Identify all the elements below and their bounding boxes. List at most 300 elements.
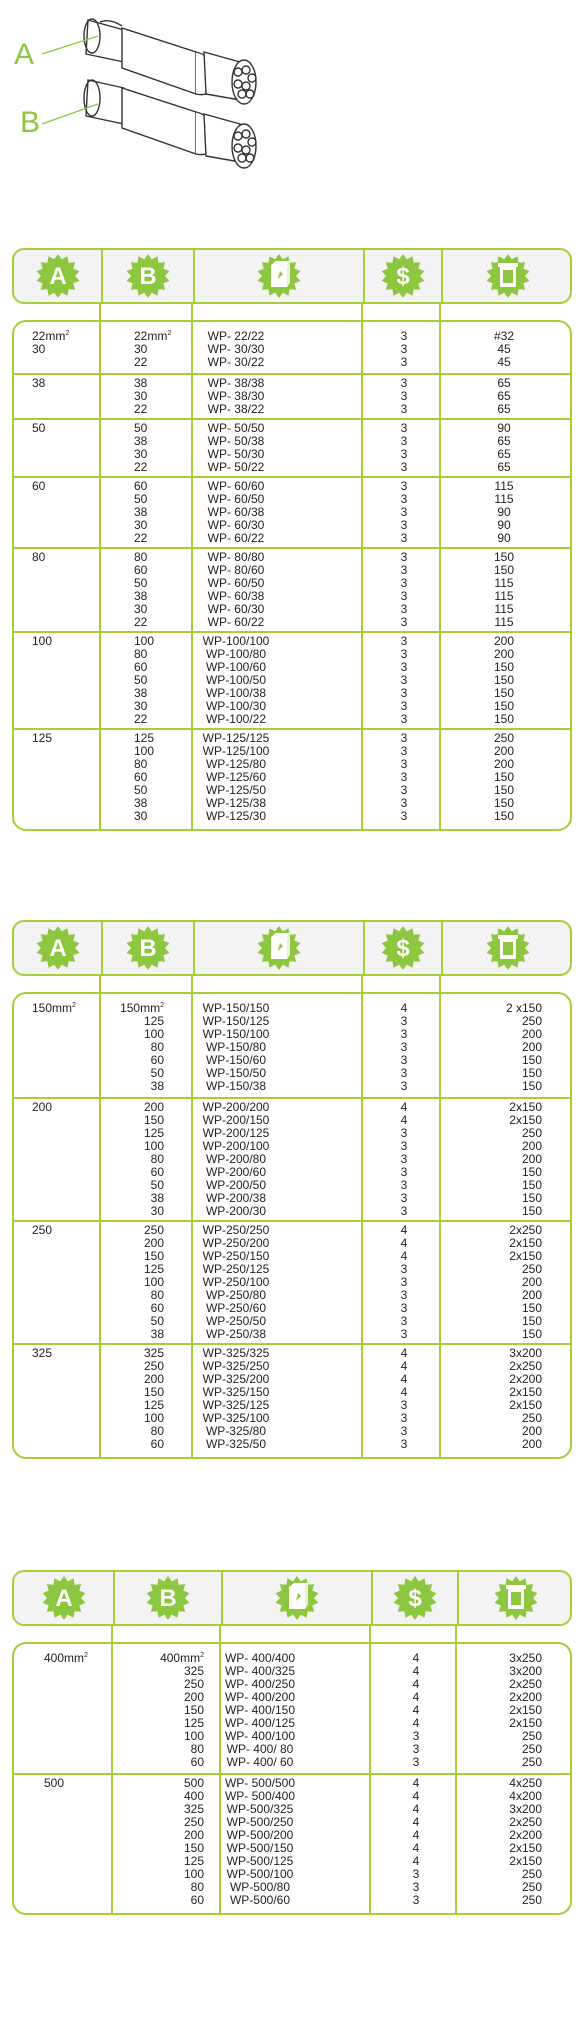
part-number-cell: WP-500/150 xyxy=(226,1841,294,1855)
price-cell: 150 xyxy=(521,1066,542,1080)
price-cell: 4x200 xyxy=(509,1789,542,1803)
table-row xyxy=(14,330,570,343)
column-divider xyxy=(361,322,363,829)
part-number-cell: WP-125/38 xyxy=(205,796,267,810)
part-number-cell: WP-325/50 xyxy=(205,1437,267,1451)
table-row xyxy=(14,551,570,564)
svg-text:A: A xyxy=(49,263,67,290)
size-b-cell: $150mm^2$ xyxy=(120,1001,164,1015)
size-b-cell: $400mm^2$ xyxy=(160,1651,204,1665)
part-number-cell: WP-150/60 xyxy=(205,1053,267,1067)
box-badge-icon xyxy=(485,925,531,971)
quantity-cell: 3 xyxy=(400,421,408,435)
price-cell: 200 xyxy=(493,647,515,661)
table-row xyxy=(14,1250,570,1263)
size-b-cell: 125 xyxy=(143,1014,164,1028)
table-row xyxy=(14,1438,570,1451)
part-number-cell: WP- 80/80 xyxy=(207,550,265,564)
catalog-box-icon-icon xyxy=(256,925,302,971)
quantity-cell: 3 xyxy=(400,434,408,448)
size-b-cell: 200 xyxy=(183,1828,204,1842)
part-number-cell: WP-325/125 xyxy=(202,1398,270,1412)
size-a-cell: 60 xyxy=(32,479,46,493)
quantity-cell: 3 xyxy=(400,1301,408,1315)
table-row xyxy=(14,343,570,356)
price-cell: 150 xyxy=(493,550,515,564)
price-cell: 115 xyxy=(494,576,514,590)
size-b-cell: 150 xyxy=(183,1841,204,1855)
size-b-cell: 38 xyxy=(134,376,148,390)
price-cell: 65 xyxy=(497,389,511,403)
row-group xyxy=(14,373,570,420)
size-a-cell: 50 xyxy=(32,421,46,435)
part-number-cell: WP-125/50 xyxy=(205,783,267,797)
quantity-cell: 3 xyxy=(400,1027,408,1041)
size-b-cell: 30 xyxy=(134,699,148,713)
table-row xyxy=(14,1302,570,1315)
quantity-cell: 3 xyxy=(400,492,408,506)
column-divider xyxy=(193,922,195,974)
price-cell: 115 xyxy=(494,615,514,629)
part-number-cell: WP-250/80 xyxy=(205,1288,267,1302)
table-body xyxy=(12,1642,572,1915)
size-b-cell: 60 xyxy=(150,1301,164,1315)
part-number-cell: WP-150/50 xyxy=(205,1066,267,1080)
size-b-cell: 250 xyxy=(183,1815,204,1829)
table-row xyxy=(14,1315,570,1328)
size-b-cell: 38 xyxy=(134,505,148,519)
svg-text:A: A xyxy=(49,935,67,962)
size-b-cell: 50 xyxy=(134,783,148,797)
part-number-cell: WP- 400/150 xyxy=(224,1703,296,1717)
part-number-cell: WP-150/80 xyxy=(205,1040,267,1054)
column-divider xyxy=(361,976,363,992)
svg-text:A: A xyxy=(55,1585,73,1612)
quantity-cell: 4 xyxy=(400,1249,408,1263)
size-b-cell: 60 xyxy=(190,1893,204,1907)
price-cell: 150 xyxy=(493,783,515,797)
part-number-cell: WP-100/60 xyxy=(205,660,267,674)
price-cell: 200 xyxy=(521,1424,542,1438)
table-row xyxy=(14,519,570,532)
column-divider xyxy=(111,1626,113,1642)
part-number-cell: WP- 400/250 xyxy=(224,1677,296,1691)
table-row xyxy=(14,1015,570,1028)
header-cell-3 xyxy=(222,1572,372,1624)
size-b-cell: 100 xyxy=(183,1867,204,1881)
A-badge-icon xyxy=(35,253,81,299)
row-group xyxy=(14,1773,570,1911)
part-number-cell: WP-150/38 xyxy=(205,1079,267,1093)
column-divider xyxy=(101,250,103,302)
table-row xyxy=(14,422,570,435)
column-divider xyxy=(455,1644,457,1913)
quantity-cell: 3 xyxy=(400,1288,408,1302)
price-cell: 150 xyxy=(493,660,515,674)
size-b-cell: 22 xyxy=(134,460,148,474)
part-number-cell: WP-500/325 xyxy=(226,1802,294,1816)
column-divider xyxy=(439,304,441,320)
price-cell: 250 xyxy=(521,1729,542,1743)
size-b-cell: 100 xyxy=(134,744,155,758)
quantity-cell: 3 xyxy=(400,1152,408,1166)
row-group xyxy=(14,631,570,730)
price-cell: 2x150 xyxy=(509,1113,542,1127)
price-cell: 150 xyxy=(521,1314,542,1328)
size-b-cell: 80 xyxy=(150,1040,164,1054)
price-cell: 200 xyxy=(521,1152,542,1166)
quantity-cell: 4 xyxy=(412,1651,420,1665)
price-cell: 3x200 xyxy=(509,1346,542,1360)
part-number-cell: WP-200/50 xyxy=(205,1178,267,1192)
quantity-cell: 3 xyxy=(400,1079,408,1093)
row-group xyxy=(14,418,570,478)
table-row xyxy=(14,674,570,687)
price-cell: 65 xyxy=(497,434,511,448)
quantity-cell: 3 xyxy=(400,673,408,687)
quantity-cell: 3 xyxy=(400,699,408,713)
column-divider xyxy=(361,304,363,320)
size-b-cell: 30 xyxy=(134,389,148,403)
part-number-cell: WP-500/80 xyxy=(229,1880,291,1894)
part-number-cell: WP- 400/400 xyxy=(224,1651,296,1665)
svg-text:B: B xyxy=(139,263,157,290)
price-cell: 2x200 xyxy=(509,1690,542,1704)
part-number-cell: WP- 22/22 xyxy=(207,329,265,343)
part-number-cell: WP-325/250 xyxy=(202,1359,270,1373)
size-b-cell: 22 xyxy=(134,712,148,726)
size-b-cell: 125 xyxy=(143,1262,164,1276)
table-row xyxy=(14,1101,570,1114)
quantity-cell: 4 xyxy=(400,1372,408,1386)
column-divider xyxy=(99,994,101,1457)
table-row xyxy=(14,590,570,603)
quantity-cell: 4 xyxy=(412,1854,420,1868)
header-cell-2 xyxy=(102,922,194,974)
column-divider xyxy=(457,1572,459,1624)
part-number-cell: WP- 60/38 xyxy=(207,505,265,519)
price-cell: 45 xyxy=(497,355,511,369)
part-number-cell: WP- 400/200 xyxy=(224,1690,296,1704)
row-group xyxy=(14,1650,570,1773)
part-number-cell: WP- 400/ 80 xyxy=(226,1742,294,1756)
part-number-cell: WP-500/125 xyxy=(226,1854,294,1868)
quantity-cell: 3 xyxy=(400,1327,408,1341)
quantity-cell: 3 xyxy=(400,518,408,532)
quantity-cell: 3 xyxy=(400,563,408,577)
part-number-cell: WP-200/30 xyxy=(205,1204,267,1218)
column-divider xyxy=(441,922,443,974)
row-group xyxy=(14,476,570,549)
quantity-cell: 3 xyxy=(400,634,408,648)
price-cell: 90 xyxy=(497,518,511,532)
table-row xyxy=(14,461,570,474)
price-cell: 115 xyxy=(494,492,514,506)
part-number-cell: WP-325/100 xyxy=(202,1411,270,1425)
size-a-cell: 30 xyxy=(32,342,46,356)
column-divider xyxy=(219,1644,221,1913)
table-header xyxy=(12,1570,572,1626)
table-row xyxy=(14,1425,570,1438)
part-number-cell: WP- 60/22 xyxy=(207,531,265,545)
table-row xyxy=(14,1140,570,1153)
box-badge-icon xyxy=(493,1575,539,1621)
table-row xyxy=(14,1289,570,1302)
part-number-cell: WP- 500/400 xyxy=(224,1789,296,1803)
price-cell: 250 xyxy=(493,731,515,745)
part-number-cell: WP-125/100 xyxy=(202,744,270,758)
table-row xyxy=(14,732,570,745)
quantity-cell: 3 xyxy=(400,1437,408,1451)
size-b-cell: 50 xyxy=(134,673,148,687)
table-row xyxy=(14,1224,570,1237)
A-badge-icon xyxy=(35,925,81,971)
part-number-cell: WP- 60/60 xyxy=(207,479,265,493)
table-row xyxy=(14,435,570,448)
size-b-cell: 250 xyxy=(183,1677,204,1691)
quantity-cell: 3 xyxy=(400,576,408,590)
quantity-cell: 3 xyxy=(400,402,408,416)
price-cell: 150 xyxy=(493,673,515,687)
size-a-cell: 125 xyxy=(32,731,53,745)
quantity-cell: 4 xyxy=(412,1690,420,1704)
table-row xyxy=(14,603,570,616)
quantity-cell: 4 xyxy=(400,1359,408,1373)
size-b-cell: 250 xyxy=(143,1223,164,1237)
row-group xyxy=(14,1220,570,1345)
quantity-cell: 3 xyxy=(400,1314,408,1328)
quantity-cell: 3 xyxy=(400,550,408,564)
quantity-cell: 4 xyxy=(412,1716,420,1730)
size-b-cell: 80 xyxy=(134,647,148,661)
part-number-cell: WP- 400/125 xyxy=(224,1716,296,1730)
column-divider xyxy=(363,922,365,974)
quantity-cell: 3 xyxy=(400,1411,408,1425)
price-cell: 150 xyxy=(493,699,515,713)
size-b-cell: 38 xyxy=(134,589,148,603)
size-b-cell: 100 xyxy=(143,1139,164,1153)
quantity-cell: 3 xyxy=(412,1867,420,1881)
table-row xyxy=(14,564,570,577)
quantity-cell: 3 xyxy=(412,1880,420,1894)
quantity-cell: 3 xyxy=(400,1424,408,1438)
price-cell: 150 xyxy=(521,1165,542,1179)
header-cell-3 xyxy=(194,250,364,302)
box-badge-icon xyxy=(485,253,531,299)
price-cell: 3x200 xyxy=(509,1664,542,1678)
table-row xyxy=(14,1166,570,1179)
table-row xyxy=(14,687,570,700)
size-a-cell: 80 xyxy=(32,550,46,564)
table-row xyxy=(14,1002,570,1015)
part-number-cell: WP-150/125 xyxy=(202,1014,270,1028)
size-b-cell: 125 xyxy=(143,1126,164,1140)
header-cell-5 xyxy=(442,250,574,302)
price-cell: 200 xyxy=(493,744,515,758)
price-cell: 65 xyxy=(497,376,511,390)
table-row xyxy=(14,532,570,545)
size-b-cell: 325 xyxy=(143,1346,164,1360)
table-row xyxy=(14,745,570,758)
quantity-cell: 4 xyxy=(400,1113,408,1127)
table-row xyxy=(14,377,570,390)
table-row xyxy=(14,700,570,713)
table-row xyxy=(14,1041,570,1054)
part-number-cell: WP-200/200 xyxy=(202,1100,270,1114)
quantity-cell: 3 xyxy=(400,1126,408,1140)
price-cell: 2x250 xyxy=(509,1677,542,1691)
size-b-cell: 125 xyxy=(143,1398,164,1412)
quantity-cell: 3 xyxy=(400,1139,408,1153)
table-row xyxy=(14,1114,570,1127)
svg-text:$: $ xyxy=(396,935,410,962)
column-divider xyxy=(191,322,193,829)
header-cell-2 xyxy=(114,1572,222,1624)
quantity-cell: 4 xyxy=(400,1100,408,1114)
column-divider xyxy=(221,1572,223,1624)
quantity-cell: 3 xyxy=(400,647,408,661)
quantity-cell: 3 xyxy=(400,615,408,629)
price-cell: 2x150 xyxy=(509,1854,542,1868)
header-cell-2 xyxy=(102,250,194,302)
price-cell: 2x250 xyxy=(509,1359,542,1373)
table-row xyxy=(14,1399,570,1412)
size-b-cell: 50 xyxy=(134,576,148,590)
table-header xyxy=(12,920,572,976)
header-cell-5 xyxy=(458,1572,574,1624)
size-b-cell: 150 xyxy=(143,1113,164,1127)
quantity-cell: 3 xyxy=(400,589,408,603)
table-row xyxy=(14,480,570,493)
price-cell: 150 xyxy=(493,712,515,726)
size-b-cell: 50 xyxy=(134,421,148,435)
size-b-cell: 22 xyxy=(134,402,148,416)
price-cell: 115 xyxy=(494,589,514,603)
part-number-cell: WP-250/38 xyxy=(205,1327,267,1341)
row-group xyxy=(14,728,570,827)
part-number-cell: WP-125/80 xyxy=(205,757,267,771)
quantity-cell: 3 xyxy=(400,757,408,771)
part-number-cell: WP- 80/60 xyxy=(207,563,265,577)
price-cell: 2x150 xyxy=(509,1841,542,1855)
size-a-cell: 500 xyxy=(44,1776,65,1790)
part-number-cell: WP-200/100 xyxy=(202,1139,270,1153)
table-row xyxy=(14,1080,570,1093)
size-b-cell: 80 xyxy=(190,1880,204,1894)
part-number-cell: WP- 60/30 xyxy=(207,518,265,532)
dollar-badge-icon xyxy=(380,253,426,299)
column-divider xyxy=(439,322,441,829)
quantity-cell: 4 xyxy=(400,1346,408,1360)
header-cell-4 xyxy=(364,250,442,302)
row-group xyxy=(14,328,570,373)
price-cell: 250 xyxy=(521,1014,542,1028)
quantity-cell: 4 xyxy=(400,1001,408,1015)
price-cell: 2x150 xyxy=(509,1385,542,1399)
quantity-cell: 3 xyxy=(400,505,408,519)
part-number-cell: WP- 400/325 xyxy=(224,1664,296,1678)
part-number-cell: WP- 38/22 xyxy=(207,402,265,416)
part-number-cell: WP-325/80 xyxy=(205,1424,267,1438)
part-number-cell: WP-125/125 xyxy=(202,731,270,745)
size-b-cell: 100 xyxy=(143,1275,164,1289)
size-b-cell: 30 xyxy=(134,342,148,356)
quantity-cell: 4 xyxy=(412,1677,420,1691)
table-row xyxy=(14,1347,570,1360)
part-number-cell: WP-325/200 xyxy=(202,1372,270,1386)
svg-text:$: $ xyxy=(396,263,410,290)
quantity-cell: 3 xyxy=(412,1755,420,1769)
quantity-cell: 3 xyxy=(400,460,408,474)
price-cell: 2x150 xyxy=(509,1236,542,1250)
quantity-cell: 3 xyxy=(400,1165,408,1179)
quantity-cell: 3 xyxy=(400,1262,408,1276)
column-divider xyxy=(363,250,365,302)
price-cell: 90 xyxy=(497,421,511,435)
part-number-cell: WP-100/50 xyxy=(205,673,267,687)
table-body xyxy=(12,320,572,831)
size-b-cell: 200 xyxy=(143,1236,164,1250)
price-cell: 2x150 xyxy=(509,1398,542,1412)
size-b-cell: 30 xyxy=(150,1204,164,1218)
table-row xyxy=(14,1153,570,1166)
svg-text:B: B xyxy=(159,1585,177,1612)
size-b-cell: 200 xyxy=(143,1372,164,1386)
size-b-cell: 30 xyxy=(134,809,148,823)
quantity-cell: 4 xyxy=(412,1815,420,1829)
svg-text:B: B xyxy=(139,935,157,962)
price-cell: 200 xyxy=(521,1437,542,1451)
price-cell: 250 xyxy=(521,1126,542,1140)
quantity-cell: 3 xyxy=(400,1178,408,1192)
quantity-cell: 3 xyxy=(400,376,408,390)
part-number-cell: WP-250/60 xyxy=(205,1301,267,1315)
price-cell: 200 xyxy=(521,1027,542,1041)
price-cell: 90 xyxy=(497,505,511,519)
catalog-box-icon-icon xyxy=(274,1575,320,1621)
price-cell: 150 xyxy=(493,796,515,810)
part-number-cell: WP- 60/38 xyxy=(207,589,265,603)
price-cell: 200 xyxy=(521,1275,542,1289)
size-b-cell: 150 xyxy=(143,1249,164,1263)
column-divider xyxy=(99,304,101,320)
size-b-cell: 50 xyxy=(150,1314,164,1328)
quantity-cell: 3 xyxy=(400,712,408,726)
quantity-cell: 4 xyxy=(400,1385,408,1399)
size-b-cell: 60 xyxy=(134,479,148,493)
quantity-cell: 4 xyxy=(412,1776,420,1790)
price-cell: 150 xyxy=(521,1053,542,1067)
table-row xyxy=(14,1386,570,1399)
table-row xyxy=(14,661,570,674)
part-number-cell: WP- 38/30 xyxy=(207,389,265,403)
size-b-cell: 22 xyxy=(134,531,148,545)
size-b-cell: 100 xyxy=(143,1027,164,1041)
header-cell-1 xyxy=(14,922,102,974)
part-number-cell: WP- 60/22 xyxy=(207,615,265,629)
part-number-cell: WP- 30/30 xyxy=(207,342,265,356)
column-divider xyxy=(369,1644,371,1913)
price-cell: 4x250 xyxy=(509,1776,542,1790)
size-a-cell: 325 xyxy=(32,1346,53,1360)
quantity-cell: 3 xyxy=(400,731,408,745)
column-divider xyxy=(191,304,193,320)
price-cell: 250 xyxy=(521,1262,542,1276)
table-row xyxy=(14,448,570,461)
size-a-cell: 38 xyxy=(32,376,46,390)
part-number-cell: WP-200/60 xyxy=(205,1165,267,1179)
price-cell: 2x200 xyxy=(509,1828,542,1842)
